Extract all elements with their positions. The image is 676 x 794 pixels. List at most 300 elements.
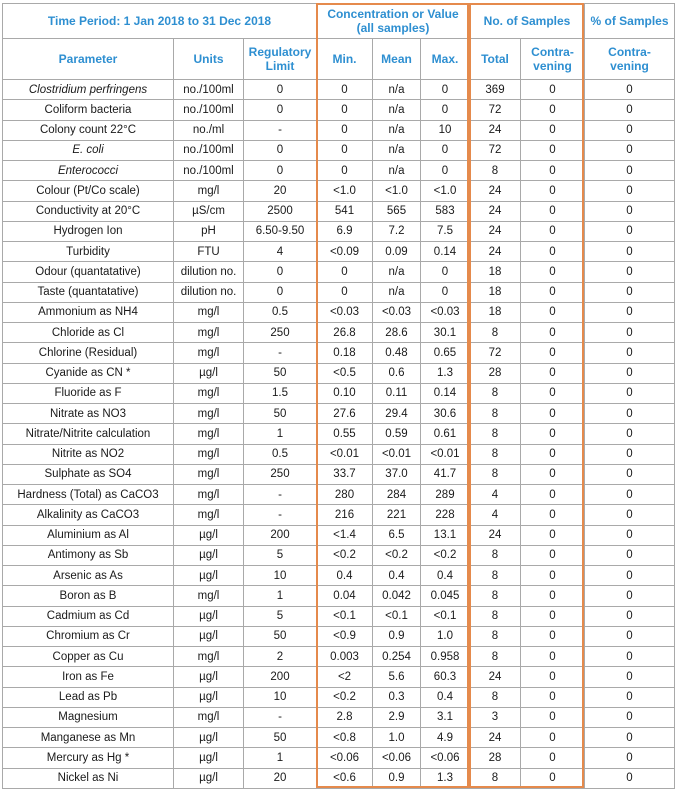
col-max: Max. [421,39,470,80]
cell-units: µg/l [174,667,244,687]
table-row [3,120,675,140]
cell-min: <0.2 [317,687,373,707]
cell-min: 6.9 [317,221,373,241]
cell-max: 0.14 [421,383,470,403]
table-row [3,768,675,788]
cell-max: <0.2 [421,545,470,565]
cell-parameter: Odour (quantatative) [3,262,174,282]
cell-max: 1.3 [421,768,470,788]
cell-mean: 565 [373,201,421,221]
cell-mean: <1.0 [373,181,421,201]
cell-pct-contravening: 0 [585,505,675,525]
cell-max: 0 [421,282,470,302]
cell-total: 8 [470,444,521,464]
cell-contravening: 0 [521,181,585,201]
cell-min: 27.6 [317,404,373,424]
cell-total: 24 [470,667,521,687]
cell-contravening: 0 [521,768,585,788]
cell-pct-contravening: 0 [585,363,675,383]
cell-min: 33.7 [317,464,373,484]
water-quality-table [2,3,675,789]
cell-parameter: Nitrite as NO2 [3,444,174,464]
cell-max: 0 [421,100,470,120]
cell-parameter: Lead as Pb [3,687,174,707]
cell-min: <0.1 [317,606,373,626]
cell-mean: 2.9 [373,707,421,727]
cell-min: 541 [317,201,373,221]
cell-contravening: 0 [521,242,585,262]
cell-total: 24 [470,201,521,221]
cell-pct-contravening: 0 [585,201,675,221]
cell-contravening: 0 [521,383,585,403]
table-row [3,505,675,525]
cell-max: 10 [421,120,470,140]
cell-min: <0.03 [317,302,373,322]
cell-max: 7.5 [421,221,470,241]
cell-pct-contravening: 0 [585,606,675,626]
cell-mean: n/a [373,161,421,181]
cell-contravening: 0 [521,201,585,221]
cell-min: <0.09 [317,242,373,262]
cell-total: 18 [470,302,521,322]
cell-parameter: Colony count 22°C [3,120,174,140]
table-row [3,525,675,545]
cell-max: 0.14 [421,242,470,262]
cell-regulatory-limit: 2 [244,647,317,667]
cell-contravening: 0 [521,606,585,626]
table-row [3,566,675,586]
cell-min: <2 [317,667,373,687]
cell-total: 8 [470,647,521,667]
cell-units: pH [174,221,244,241]
cell-mean: n/a [373,262,421,282]
cell-mean: 0.9 [373,626,421,646]
cell-contravening: 0 [521,485,585,505]
col-parameter: Parameter [3,39,174,80]
table-row [3,687,675,707]
table-row [3,302,675,322]
cell-total: 18 [470,282,521,302]
no-samples-header: No. of Samples [470,4,585,39]
cell-regulatory-limit: 200 [244,525,317,545]
cell-min: 0.04 [317,586,373,606]
cell-regulatory-limit: - [244,505,317,525]
cell-max: 0 [421,161,470,181]
cell-mean: <0.01 [373,444,421,464]
cell-parameter: Conductivity at 20°C [3,201,174,221]
cell-regulatory-limit: 20 [244,768,317,788]
cell-mean: 5.6 [373,667,421,687]
cell-contravening: 0 [521,140,585,160]
cell-regulatory-limit: 50 [244,626,317,646]
cell-contravening: 0 [521,343,585,363]
cell-total: 24 [470,120,521,140]
table-row [3,80,675,100]
cell-regulatory-limit: 1 [244,748,317,768]
cell-min: <1.4 [317,525,373,545]
cell-parameter: Ammonium as NH4 [3,302,174,322]
cell-regulatory-limit: 200 [244,667,317,687]
cell-contravening: 0 [521,707,585,727]
cell-parameter: Fluoride as F [3,383,174,403]
cell-contravening: 0 [521,120,585,140]
cell-pct-contravening: 0 [585,140,675,160]
cell-units: mg/l [174,181,244,201]
cell-pct-contravening: 0 [585,464,675,484]
cell-min: 0 [317,80,373,100]
cell-contravening: 0 [521,464,585,484]
col-units: Units [174,39,244,80]
cell-parameter: Hydrogen Ion [3,221,174,241]
cell-parameter: Chlorine (Residual) [3,343,174,363]
cell-max: 30.6 [421,404,470,424]
cell-contravening: 0 [521,525,585,545]
cell-mean: <0.03 [373,302,421,322]
cell-regulatory-limit: 10 [244,566,317,586]
table-row [3,282,675,302]
cell-regulatory-limit: 250 [244,464,317,484]
cell-units: no./100ml [174,161,244,181]
cell-max: 30.1 [421,323,470,343]
cell-max: 41.7 [421,464,470,484]
cell-max: 1.0 [421,626,470,646]
cell-contravening: 0 [521,100,585,120]
cell-pct-contravening: 0 [585,424,675,444]
cell-total: 24 [470,525,521,545]
cell-parameter: Magnesium [3,707,174,727]
col-total: Total [470,39,521,80]
cell-pct-contravening: 0 [585,525,675,545]
cell-mean: 29.4 [373,404,421,424]
cell-regulatory-limit: 0 [244,140,317,160]
cell-contravening: 0 [521,748,585,768]
cell-units: FTU [174,242,244,262]
cell-regulatory-limit: 1 [244,424,317,444]
cell-units: µg/l [174,768,244,788]
cell-min: <1.0 [317,181,373,201]
cell-pct-contravening: 0 [585,161,675,181]
table-row [3,647,675,667]
cell-units: mg/l [174,707,244,727]
cell-total: 72 [470,343,521,363]
table-row [3,545,675,565]
cell-regulatory-limit: - [244,343,317,363]
cell-max: <0.03 [421,302,470,322]
cell-units: no./100ml [174,140,244,160]
cell-min: <0.5 [317,363,373,383]
cell-pct-contravening: 0 [585,343,675,363]
cell-mean: 0.254 [373,647,421,667]
table-row [3,404,675,424]
cell-units: mg/l [174,464,244,484]
cell-min: 0.003 [317,647,373,667]
cell-regulatory-limit: - [244,120,317,140]
table-row [3,667,675,687]
table-row [3,485,675,505]
cell-regulatory-limit: 6.50-9.50 [244,221,317,241]
cell-min: 280 [317,485,373,505]
cell-mean: 28.6 [373,323,421,343]
cell-mean: 0.59 [373,424,421,444]
cell-total: 8 [470,424,521,444]
cell-total: 8 [470,323,521,343]
header-row-columns [3,39,675,80]
cell-mean: 0.6 [373,363,421,383]
cell-total: 4 [470,505,521,525]
table-row [3,626,675,646]
cell-contravening: 0 [521,404,585,424]
cell-contravening: 0 [521,566,585,586]
cell-pct-contravening: 0 [585,282,675,302]
cell-max: 0.61 [421,424,470,444]
col-contravening: Contra- vening [521,39,585,80]
cell-parameter: Chromium as Cr [3,626,174,646]
cell-contravening: 0 [521,262,585,282]
cell-regulatory-limit: 20 [244,181,317,201]
cell-units: mg/l [174,586,244,606]
cell-pct-contravening: 0 [585,120,675,140]
cell-parameter: Taste (quantatative) [3,282,174,302]
cell-units: mg/l [174,343,244,363]
cell-total: 4 [470,485,521,505]
cell-regulatory-limit: 0 [244,161,317,181]
cell-units: dilution no. [174,262,244,282]
cell-mean: n/a [373,282,421,302]
cell-max: <0.1 [421,606,470,626]
cell-pct-contravening: 0 [585,242,675,262]
cell-units: µg/l [174,728,244,748]
table-row [3,748,675,768]
cell-units: µg/l [174,363,244,383]
cell-units: mg/l [174,485,244,505]
cell-max: 3.1 [421,707,470,727]
cell-mean: 0.9 [373,768,421,788]
table-row [3,242,675,262]
cell-total: 3 [470,707,521,727]
cell-parameter: Antimony as Sb [3,545,174,565]
cell-mean: 0.48 [373,343,421,363]
cell-mean: <0.2 [373,545,421,565]
cell-max: <0.01 [421,444,470,464]
cell-units: mg/l [174,302,244,322]
cell-total: 8 [470,464,521,484]
cell-min: 2.8 [317,707,373,727]
cell-parameter: Arsenic as As [3,566,174,586]
cell-max: 0.65 [421,343,470,363]
col-pct-contravening: Contra- vening [585,39,675,80]
cell-regulatory-limit: 2500 [244,201,317,221]
time-period-header: Time Period: 1 Jan 2018 to 31 Dec 2018 [3,4,317,39]
cell-units: mg/l [174,404,244,424]
table-row [3,323,675,343]
cell-regulatory-limit: 4 [244,242,317,262]
cell-regulatory-limit: 0 [244,262,317,282]
cell-units: µg/l [174,545,244,565]
cell-pct-contravening: 0 [585,485,675,505]
cell-parameter: Cyanide as CN * [3,363,174,383]
cell-parameter: Sulphate as SO4 [3,464,174,484]
cell-parameter: Turbidity [3,242,174,262]
cell-pct-contravening: 0 [585,626,675,646]
cell-regulatory-limit: 250 [244,323,317,343]
cell-pct-contravening: 0 [585,302,675,322]
cell-units: µg/l [174,606,244,626]
cell-regulatory-limit: 50 [244,728,317,748]
cell-mean: 0.09 [373,242,421,262]
cell-parameter: Colour (Pt/Co scale) [3,181,174,201]
cell-min: <0.8 [317,728,373,748]
cell-regulatory-limit: 50 [244,363,317,383]
cell-units: mg/l [174,647,244,667]
cell-units: µS/cm [174,201,244,221]
cell-pct-contravening: 0 [585,383,675,403]
cell-min: 0 [317,161,373,181]
cell-total: 369 [470,80,521,100]
cell-total: 18 [470,262,521,282]
cell-units: mg/l [174,383,244,403]
cell-max: 0.045 [421,586,470,606]
cell-total: 28 [470,363,521,383]
cell-parameter: Enterococci [3,161,174,181]
table-row [3,140,675,160]
cell-min: <0.6 [317,768,373,788]
cell-mean: 7.2 [373,221,421,241]
cell-units: µg/l [174,687,244,707]
cell-regulatory-limit: 50 [244,404,317,424]
cell-parameter: Chloride as Cl [3,323,174,343]
cell-parameter: Mercury as Hg * [3,748,174,768]
cell-parameter: Alkalinity as CaCO3 [3,505,174,525]
cell-mean: 6.5 [373,525,421,545]
cell-min: 0 [317,140,373,160]
cell-pct-contravening: 0 [585,221,675,241]
cell-units: no./100ml [174,80,244,100]
cell-units: no./100ml [174,100,244,120]
table-row [3,444,675,464]
cell-pct-contravening: 0 [585,647,675,667]
cell-pct-contravening: 0 [585,545,675,565]
cell-min: 0 [317,262,373,282]
table-row [3,464,675,484]
cell-regulatory-limit: 0.5 [244,302,317,322]
cell-units: mg/l [174,505,244,525]
cell-total: 8 [470,383,521,403]
cell-regulatory-limit: 5 [244,545,317,565]
cell-pct-contravening: 0 [585,262,675,282]
cell-max: 60.3 [421,667,470,687]
table-row [3,343,675,363]
cell-regulatory-limit: 0 [244,282,317,302]
cell-min: 0.4 [317,566,373,586]
cell-min: 0.55 [317,424,373,444]
cell-total: 24 [470,728,521,748]
cell-contravening: 0 [521,667,585,687]
cell-regulatory-limit: 5 [244,606,317,626]
cell-pct-contravening: 0 [585,748,675,768]
table-body [3,80,675,789]
cell-mean: 37.0 [373,464,421,484]
cell-pct-contravening: 0 [585,80,675,100]
col-regulatory-limit: Regulatory Limit [244,39,317,80]
cell-regulatory-limit: 1.5 [244,383,317,403]
cell-parameter: Aluminium as Al [3,525,174,545]
cell-min: 0.10 [317,383,373,403]
cell-min: 0 [317,282,373,302]
cell-units: mg/l [174,323,244,343]
cell-pct-contravening: 0 [585,404,675,424]
cell-max: 583 [421,201,470,221]
cell-min: <0.2 [317,545,373,565]
cell-mean: 221 [373,505,421,525]
cell-mean: n/a [373,120,421,140]
table-row [3,201,675,221]
cell-parameter: Nitrate as NO3 [3,404,174,424]
table-row [3,363,675,383]
cell-total: 8 [470,404,521,424]
cell-mean: <0.06 [373,748,421,768]
cell-min: 216 [317,505,373,525]
table-row [3,424,675,444]
cell-units: µg/l [174,566,244,586]
cell-contravening: 0 [521,545,585,565]
cell-total: 28 [470,748,521,768]
table-row [3,100,675,120]
pct-samples-header: % of Samples [585,4,675,39]
table-row [3,728,675,748]
cell-min: <0.06 [317,748,373,768]
table-row [3,707,675,727]
cell-pct-contravening: 0 [585,100,675,120]
cell-total: 8 [470,626,521,646]
cell-contravening: 0 [521,626,585,646]
cell-units: µg/l [174,626,244,646]
cell-max: 228 [421,505,470,525]
cell-contravening: 0 [521,323,585,343]
cell-units: dilution no. [174,282,244,302]
cell-pct-contravening: 0 [585,586,675,606]
cell-mean: <0.1 [373,606,421,626]
cell-contravening: 0 [521,505,585,525]
cell-max: 13.1 [421,525,470,545]
cell-regulatory-limit: - [244,707,317,727]
cell-units: mg/l [174,424,244,444]
cell-contravening: 0 [521,687,585,707]
cell-mean: n/a [373,100,421,120]
cell-total: 8 [470,687,521,707]
cell-contravening: 0 [521,647,585,667]
cell-total: 8 [470,586,521,606]
cell-mean: 284 [373,485,421,505]
cell-max: <1.0 [421,181,470,201]
cell-pct-contravening: 0 [585,323,675,343]
cell-mean: 0.11 [373,383,421,403]
cell-min: 26.8 [317,323,373,343]
cell-parameter: Cadmium as Cd [3,606,174,626]
cell-max: 0.4 [421,687,470,707]
table-row [3,586,675,606]
cell-max: 289 [421,485,470,505]
cell-max: 0 [421,80,470,100]
cell-regulatory-limit: 0 [244,80,317,100]
cell-mean: 1.0 [373,728,421,748]
cell-contravening: 0 [521,444,585,464]
cell-contravening: 0 [521,282,585,302]
cell-contravening: 0 [521,728,585,748]
cell-max: 0 [421,262,470,282]
cell-total: 24 [470,221,521,241]
cell-contravening: 0 [521,363,585,383]
cell-mean: 0.3 [373,687,421,707]
